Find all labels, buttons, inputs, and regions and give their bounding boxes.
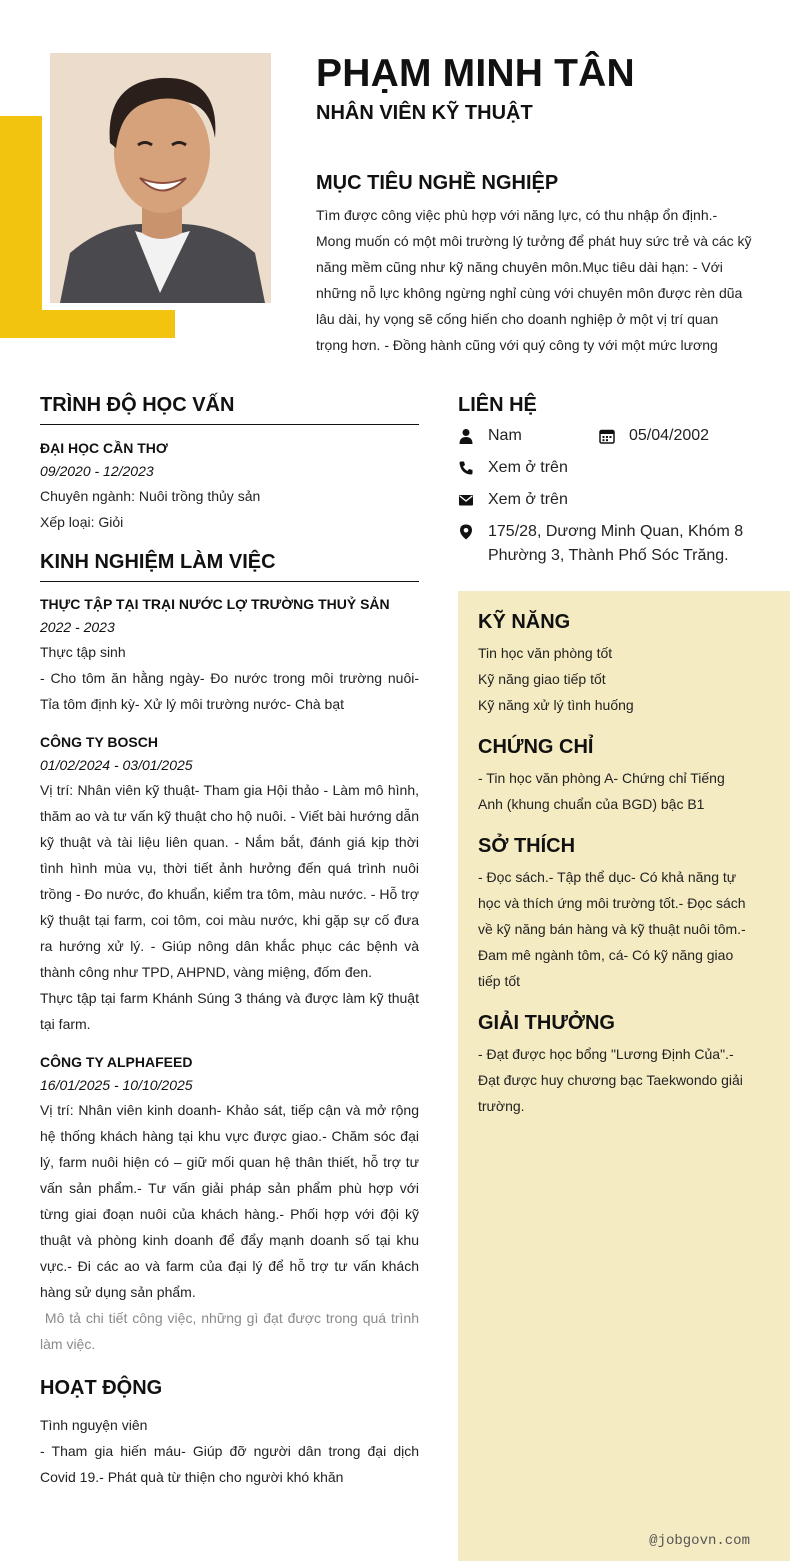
education-school: ĐẠI HỌC CẦN THƠ (40, 440, 168, 456)
job-role: Thực tập sinh (40, 644, 126, 660)
watermark: @jobgovn.com (649, 1533, 750, 1549)
certificates-text: - Tin học văn phòng A- Chứng chỉ Tiếng Anh (khung chuẩn của BGD) bậc B1 (478, 770, 725, 812)
education-major: Chuyên ngành: Nuôi trồng thủy sản (40, 488, 261, 504)
profile-photo (50, 53, 271, 303)
contact-address (458, 520, 758, 568)
job-period: 2022 - 2023 (40, 619, 115, 635)
location-pin-icon (458, 524, 474, 540)
job-period: 16/01/2025 - 10/10/2025 (40, 1077, 193, 1093)
accent-bar-horizontal (0, 310, 175, 338)
education-rank: Xếp loại: Giỏi (40, 514, 124, 530)
job-description-placeholder: Mô tả chi tiết công việc, những gì đạt được trong quá trình làm việc. (40, 1310, 423, 1352)
skill-item: Kỹ năng giao tiếp tốt (478, 671, 606, 687)
email-value: Xem ở trên (488, 491, 568, 508)
accent-bar-vertical (0, 116, 42, 338)
side-panel (458, 591, 790, 1561)
job-description: - Cho tôm ăn hằng ngày- Đo nước trong môi trường nuôi- Tỉa tôm định kỳ- Xử lý môi trường nước- Chà bạt (40, 670, 419, 712)
candidate-name: PHẠM MINH TÂN (316, 52, 635, 95)
address-line-1: 175/28, Dương Minh Quan, Khóm 8 (488, 523, 744, 540)
activities-description: - Tham gia hiến máu- Giúp đỡ người dân trong đại dịch Covid 19.- Phát quà từ thiện cho người khó khăn (40, 1443, 419, 1485)
job-company: CÔNG TY ALPHAFEED (40, 1054, 193, 1070)
contact-phone (458, 456, 758, 480)
phone-icon (458, 460, 474, 476)
hobbies-text: - Đọc sách.- Tập thể dục- Có khả năng tự học và thích ứng môi trường tốt.- Đọc sách về kỹ năng bán hàng và kỹ thuật nuôi tôm.- Đam mê ngành tôm, cá- Có kỹ năng giao tiếp tốt (478, 869, 746, 989)
mail-icon (458, 492, 474, 508)
gender-value: Nam (488, 427, 522, 444)
address-line-2: Phường 3, Thành Phố Sóc Trăng. (488, 547, 729, 564)
objective-heading: MỤC TIÊU NGHỀ NGHIỆP (316, 172, 559, 194)
job-company: CÔNG TY BOSCH (40, 734, 158, 750)
activities-role: Tình nguyện viên (40, 1417, 148, 1433)
contact-email (458, 488, 758, 512)
job-title: NHÂN VIÊN KỸ THUẬT (316, 102, 533, 124)
contact-heading: LIÊN HỆ (458, 394, 537, 416)
job-period: 01/02/2024 - 03/01/2025 (40, 757, 193, 773)
left-column (40, 394, 423, 1490)
skill-item: Kỹ năng xử lý tình huống (478, 697, 634, 713)
awards-text: - Đạt được học bổng "Lương Định Của".- Đạt được huy chương bạc Taekwondo giải trường. (478, 1046, 743, 1114)
education-period: 09/2020 - 12/2023 (40, 463, 154, 479)
job-description: Vị trí: Nhân viên kinh doanh- Khảo sát, tiếp cận và mở rộng hệ thống khách hàng tại khu vực được giao.- Chăm sóc đại lý, farm nuôi hiện có – giữ mối quan hệ thân thiết, hỗ trợ tư vấn sản phẩm.- Tư vấn giải pháp sản phẩm phù hợp với từng giai đoạn nuôi của khách hàng.- Phối hợp với đội kỹ thuật và phòng kinh doanh để đẩy mạnh doanh số tại khu vực.- Đi các ao và farm của đại lý để hỗ trợ tư vấn khách hàng sử dụng sản phẩm. (40, 1102, 419, 1300)
contact-gender (458, 424, 598, 448)
certificates-heading: CHỨNG CHỈ (478, 736, 594, 758)
calendar-icon (599, 428, 615, 444)
objective-text: Tìm được công việc phù hợp với năng lực, có thu nhập ổn định.- Mong muốn có một môi trường lý tưởng để phát huy sức trẻ và các kỹ năng mềm cũng như kỹ năng chuyên môn.Mục tiêu dài hạn: - Với những nỗ lực không ngừng nghỉ cùng với chuyên môn được rèn dũa lâu dài, hy vọng sẽ cống hiến cho doanh nghiệp ở một vị trí quan trọng hơn. - Đồng hành cũng với quý công ty với một mức lương (316, 207, 752, 353)
person-icon (458, 428, 474, 444)
awards-heading: GIẢI THƯỞNG (478, 1012, 615, 1034)
skills-heading: KỸ NĂNG (478, 611, 571, 633)
experience-heading: KINH NGHIỆM LÀM VIỆC (40, 551, 419, 582)
education-heading: TRÌNH ĐỘ HỌC VẤN (40, 394, 419, 425)
activities-heading: HOẠT ĐỘNG (40, 1377, 163, 1399)
skill-item: Tin học văn phòng tốt (478, 645, 613, 661)
birthday-value: 05/04/2002 (629, 427, 710, 444)
contact-birthday (599, 424, 749, 448)
hobbies-heading: SỞ THÍCH (478, 835, 576, 857)
job-company: THỰC TẬP TẠI TRẠI NƯỚC LỢ TRƯỜNG THUỶ SẢN (40, 596, 390, 612)
phone-value: Xem ở trên (488, 459, 568, 476)
job-extra-note: Thực tập tại farm Khánh Súng 3 tháng và được làm kỹ thuật tại farm. (40, 990, 419, 1032)
job-description: Vị trí: Nhân viên kỹ thuật- Tham gia Hội thảo - Làm mô hình, thăm ao và tư vấn kỹ thuật cho hộ nuôi. - Viết bài hướng dẫn kỹ thuật và tài liệu liên quan. - Nắm bắt, đánh giá kịp thời tình hình mùa vụ, thời tiết ảnh hưởng đến quá trình nuôi trồng - Đo nước, đo khuẩn, kiểm tra tôm, màu nước. - Hỗ trợ kỹ thuật tại farm, coi tôm, coi màu nước, khi gặp sự cố đưa ra hướng xử lý. - Giúp nông dân khắc phục các bệnh và thành công như TPD, AHPND, vàng miệng, đốm đen. (40, 782, 419, 980)
